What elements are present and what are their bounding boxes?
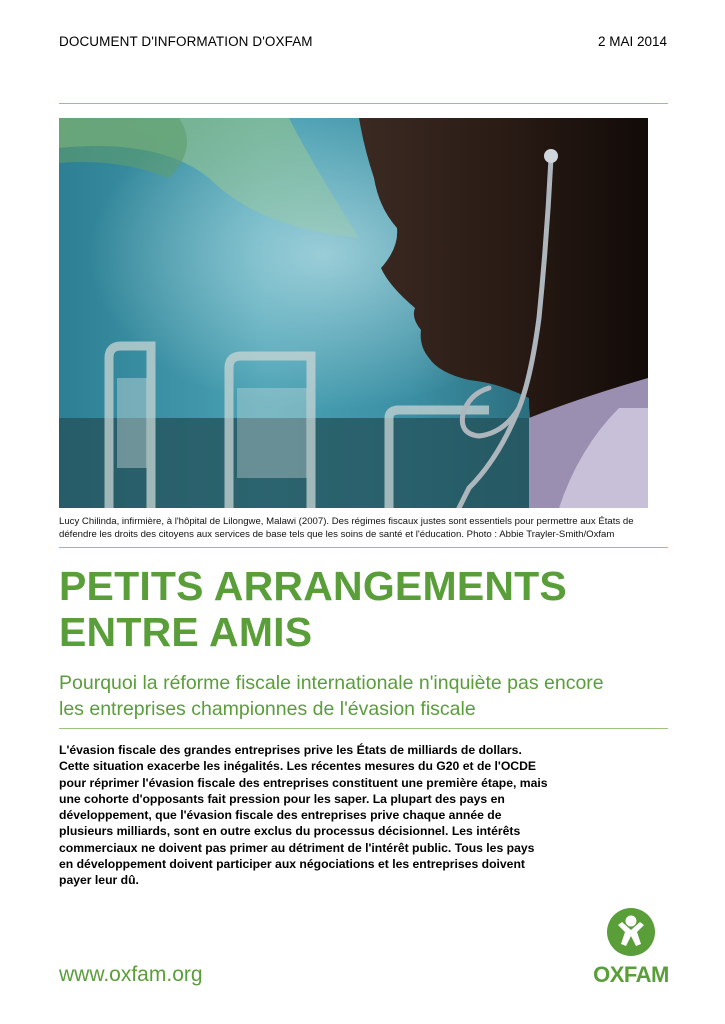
document-subtitle — [59, 670, 679, 722]
subtitle-divider — [59, 728, 668, 729]
title-line-2: ENTRE AMIS — [59, 609, 313, 655]
oxfam-logo-icon — [607, 908, 655, 956]
caption-divider — [59, 547, 668, 548]
photo-caption: Lucy Chilinda, infirmière, à l'hôpital de Lilongwe, Malawi (2007). Des régimes fiscaux justes sont essentiels pour permettre aux États de défendre les droits des citoyens aux services de base tels que les soins de santé et l'éducation. Photo : Abbie Trayler-Smith/Oxfam — [59, 516, 634, 540]
document-type-label: DOCUMENT D'INFORMATION D'OXFAM — [59, 34, 313, 49]
cover-photo — [59, 118, 648, 508]
header-divider — [59, 103, 668, 104]
oxfam-logo-wordmark: OXFAM — [593, 962, 669, 987]
summary-paragraph: L'évasion fiscale des grandes entreprises prive les États de milliards de dollars. Cette situation exacerbe les inégalités. Les récentes mesures du G20 et de l'OCDE pour réprimer l'évasion fiscale des entreprises constituent une première étape, mais une cohorte d'opposants fait pression pour les saper. La plupart des pays en développement, que l'évasion fiscale des entreprises prive chaque année de plusieurs milliards, sont en outre exclus du processus décisionnel. Les intérêts commerciaux ne doivent pas primer au détriment de l'intérêt public. Tous les pays en développement doivent participer aux négociations et les entreprises doivent payer leur dû. — [59, 743, 548, 888]
title-line-1: PETITS ARRANGEMENTS — [59, 563, 567, 609]
website-link[interactable]: www.oxfam.org — [59, 963, 203, 986]
subtitle-line-1: Pourquoi la réforme fiscale internationale n'inquiète pas encore — [59, 672, 604, 694]
subtitle-line-2: les entreprises championnes de l'évasion fiscale — [59, 698, 476, 720]
document-title — [59, 563, 679, 655]
document-date: 2 MAI 2014 — [597, 34, 667, 49]
